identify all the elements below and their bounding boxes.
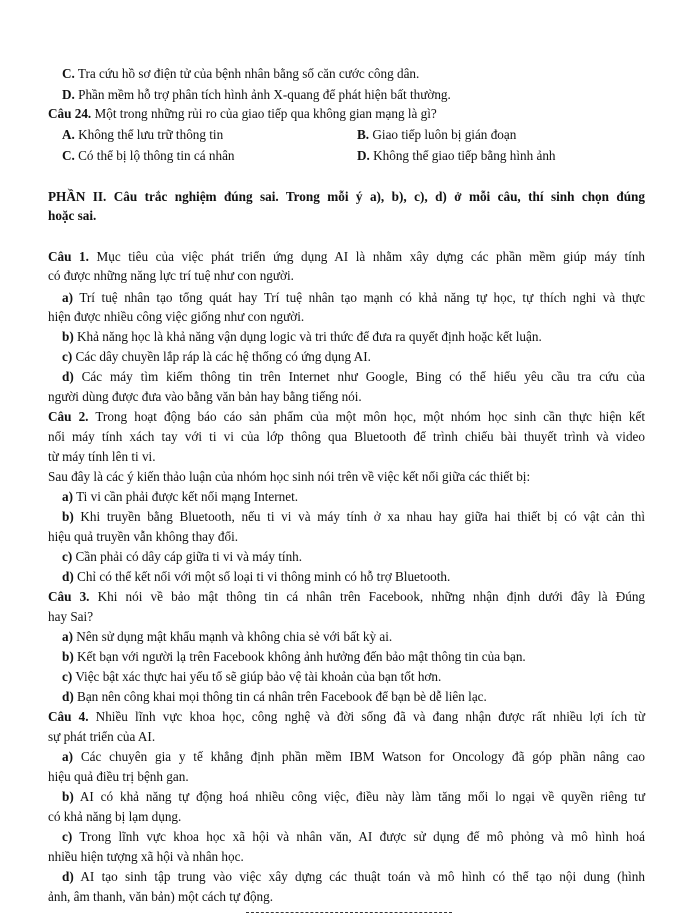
question-4-item-c: c) Trong lĩnh vực khoa học xã hội và nhân văn, AI được sử dụng để mô phỏng và mô hình hoá xyxy=(62,829,645,844)
question-24-option-c: C. Có thể bị lộ thông tin cá nhân xyxy=(62,148,235,163)
question-3-item-c: c) Việc bật xác thực hai yếu tố sẽ giúp bảo vệ tài khoản của bạn tốt hơn. xyxy=(62,669,442,684)
question-4-item-b-cont: có khả năng bị lạm dụng. xyxy=(48,809,182,824)
question-2-stem: Câu 2. Trong hoạt động báo cáo sản phẩm của một môn học, một nhóm học sinh cần thực hiện kết xyxy=(48,409,645,424)
question-4-item-b: b) AI có khả năng tự động hoá nhiều công việc, điều này làm tăng mối lo ngại về quyền riêng tư xyxy=(62,789,645,804)
question-3-item-b: b) Kết bạn với người lạ trên Facebook không ảnh hưởng đến bảo mật thông tin của bạn. xyxy=(62,649,526,664)
question-2-stem-cont-2: từ máy tính lên ti vi. xyxy=(48,449,156,464)
question-3-item-a: a) Nên sử dụng mật khẩu mạnh và không chia sẻ với bất kỳ ai. xyxy=(62,629,393,644)
question-2-intro: Sau đây là các ý kiến thảo luận của nhóm học sinh nói trên về việc kết nối giữa các thiết bị: xyxy=(48,469,531,484)
question-1-item-c: c) Các dây chuyền lắp ráp là các hệ thống có ứng dụng AI. xyxy=(62,349,371,364)
question-2-item-c: c) Cần phải có dây cáp giữa ti vi và máy tính. xyxy=(62,549,303,564)
question-4-item-a-cont: hiệu quả điều trị bệnh gan. xyxy=(48,769,189,784)
question-1-stem-cont: có được những năng lực trí tuệ như con người. xyxy=(48,268,294,283)
question-1-item-a: a) Trí tuệ nhân tạo tổng quát hay Trí tuệ nhân tạo mạnh có khả năng tự học, tự thích nghi và thực xyxy=(62,290,645,305)
question-24-option-a: A. Không thể lưu trữ thông tin xyxy=(62,127,224,142)
question-2-item-b: b) Khi truyền bằng Bluetooth, nếu ti vi và máy tính ở xa nhau hay giữa hai thiết bị có vật cản thì xyxy=(62,509,646,524)
question-4-stem: Câu 4. Nhiều lĩnh vực khoa học, công nghệ và đời sống đã và đang nhận được rất nhiều lợi ích từ xyxy=(48,709,646,724)
question-24-option-b: B. Giao tiếp luôn bị gián đoạn xyxy=(357,127,517,142)
question-1-item-a-cont: hiện được nhiều công việc giống như con người. xyxy=(48,309,305,324)
part-2-heading-cont: hoặc sai. xyxy=(48,208,97,223)
question-3-stem-cont: hay Sai? xyxy=(48,609,94,624)
section-divider xyxy=(246,912,452,913)
question-1-item-d-cont: người dùng được đưa vào bằng văn bản hay bằng tiếng nói. xyxy=(48,389,362,404)
question-2-item-b-cont: hiệu quả truyền vẫn không thay đổi. xyxy=(48,529,239,544)
question-4-item-d: d) AI tạo sinh tập trung vào việc xây dựng các thuật toán và mô hình có thể tạo nội dung (hình xyxy=(62,869,645,884)
question-1-item-b: b) Khả năng học là khả năng vận dụng logic và tri thức để đưa ra quyết định hoặc kết luận. xyxy=(62,329,542,344)
question-2-stem-cont-1: nối máy tính xách tay với ti vi của lớp thông qua Bluetooth để trình chiếu bài thuyết trình và video xyxy=(48,429,645,444)
question-4-item-d-cont: ảnh, âm thanh, văn bản) một cách tự động. xyxy=(48,889,274,904)
question-24-stem: Câu 24. Một trong những rủi ro của giao tiếp qua không gian mạng là gì? xyxy=(48,106,437,121)
question-3-item-d: d) Bạn nên công khai mọi thông tin cá nhân trên Facebook để bạn bè dễ liên lạc. xyxy=(62,689,487,704)
question-23-option-d: D. Phần mềm hỗ trợ phân tích hình ảnh X-quang để phát hiện bất thường. xyxy=(62,87,451,102)
question-2-item-a: a) Ti vi cần phải được kết nối mạng Internet. xyxy=(62,489,299,504)
question-24-option-d: D. Không thể giao tiếp bằng hình ảnh xyxy=(357,148,556,163)
question-1-stem: Câu 1. Mục tiêu của việc phát triển ứng dụng AI là nhằm xây dựng các phần mềm giúp máy tính xyxy=(48,249,646,264)
question-3-stem: Câu 3. Khi nói về bảo mật thông tin cá nhân trên Facebook, những nhận định dưới đây là Đúng xyxy=(48,589,646,604)
question-4-stem-cont: sự phát triển của AI. xyxy=(48,729,156,744)
question-4-item-c-cont: nhiều hiện tượng xã hội và nhân học. xyxy=(48,849,244,864)
question-23-option-c: C. Tra cứu hồ sơ điện tử của bệnh nhân bằng số căn cước công dân. xyxy=(62,66,420,81)
part-2-heading: PHẦN II. Câu trắc nghiệm đúng sai. Trong mỗi ý a), b), c), d) ở mỗi câu, thí sinh chọn đúng xyxy=(48,189,645,204)
question-4-item-a: a) Các chuyên gia y tế khẳng định phần mềm IBM Watson for Oncology đã góp phần nâng cao xyxy=(62,749,646,764)
question-1-item-d: d) Các máy tìm kiếm thông tin trên Internet như Google, Bing có thể hiểu yêu cầu tra cứu của xyxy=(62,369,646,384)
question-2-item-d: d) Chỉ có thể kết nối với một số loại ti vi thông minh có hỗ trợ Bluetooth. xyxy=(62,569,451,584)
